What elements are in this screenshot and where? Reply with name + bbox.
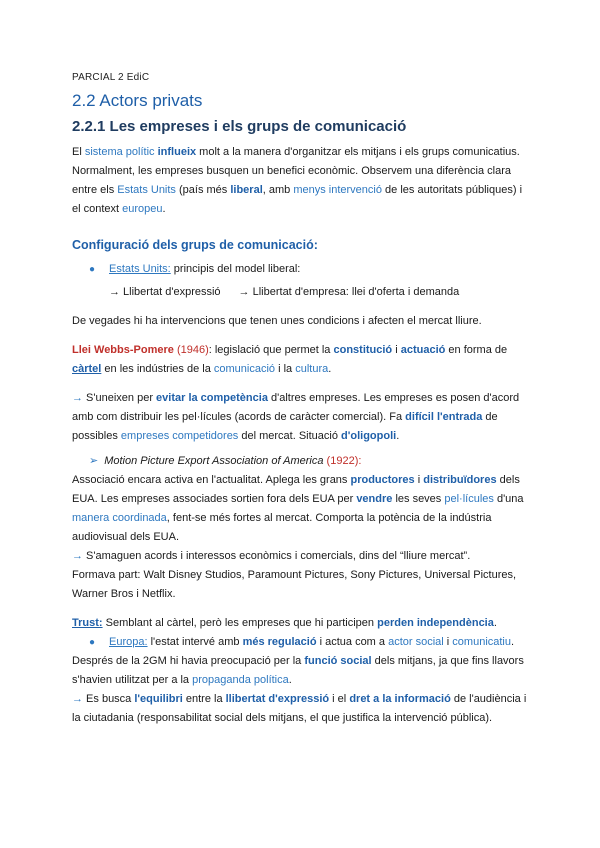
subsection-title: 2.2.1 Les empreses i els grups de comunicació bbox=[72, 118, 407, 135]
document-content bbox=[72, 72, 532, 728]
chevron-right-icon: ➢ bbox=[89, 455, 99, 467]
term-liberal: liberal bbox=[230, 184, 263, 196]
mpea-heading: ➢ Motion Picture Export Association of America (1922): bbox=[89, 455, 362, 467]
arrow-icon: → bbox=[72, 693, 83, 705]
term-estats-units: Estats Units: bbox=[109, 263, 171, 275]
formava-paragraph: Formava part: Walt Disney Studios, Paramount Pictures, Sony Pictures, Universal Pictures, Warner Bros i Netflix. bbox=[72, 569, 517, 600]
intro-paragraph: El sistema polític influeix molt a la manera d'organitzar els mitjans i els grups comunicatius. Normalment, les empreses busquen un benefici econòmic. Observem una diferència clara entre els Estats Units (país més liberal, amb menys intervenció de les autoritats públiques) i el context europeu. bbox=[72, 146, 523, 215]
arrow-line bbox=[72, 283, 532, 302]
equilibri-paragraph: → Es busca l'equilibri entre la llibertat d'expressió i el dret a la informació de l'audiència i la ciutadania (responsabilitat social dels mitjans, el que justifica la intervenció pública). bbox=[72, 693, 527, 724]
bullet-icon: ● bbox=[89, 637, 96, 648]
trust-paragraph: Trust: Semblant al càrtel, però les empreses que hi participen perden independència. bbox=[72, 617, 497, 629]
list-item: ● Estats Units: principis del model liberal: bbox=[72, 260, 532, 279]
config-heading: Configuració dels grups de comunicació: bbox=[72, 238, 318, 252]
config-list bbox=[72, 260, 532, 279]
bullet-icon: ● bbox=[89, 264, 96, 275]
mpea-name: Motion Picture Export Association of America bbox=[104, 455, 324, 467]
list-item: ● Europa: l'estat intervé amb més regulació i actua com a actor social i comunicatiu. bbox=[72, 633, 532, 652]
europa-list bbox=[72, 633, 532, 652]
term-sistema: sistema polític bbox=[84, 146, 155, 158]
webb-paragraph: Llei Webbs-Pomere (1946): legislació que permet la constitució i actuació en forma de càrtel en les indústries de la comunicació i la cultura. bbox=[72, 344, 508, 375]
arrow-icon: → bbox=[72, 550, 83, 562]
term-menys: menys intervenció bbox=[293, 184, 382, 196]
arrow-icon: → bbox=[72, 392, 83, 404]
law-name: Llei Webbs-Pomere bbox=[72, 344, 174, 356]
hide-paragraph: → S'amaguen acords i interessos econòmics i comercials, dins del “lliure mercat”. bbox=[72, 550, 471, 562]
arrow-item-2: → Llibertat d'empresa: llei d'oferta i demanda bbox=[238, 286, 460, 298]
europa-paragraph: Després de la 2GM hi havia preocupació per la funció social dels mitjans, ja que fins llavors s'havien utilitzat per a la propaganda política. bbox=[72, 655, 524, 686]
arrow-item-1: → Llibertat d'expressió bbox=[109, 286, 221, 298]
term-influeix: influeix bbox=[157, 146, 197, 158]
mpea-paragraph: Associació encara activa en l'actualitat. Aplega les grans productores i distribuïdores dels EUA. Les empreses associades sortien fora dels EUA per vendre les seves pel·lícules d'una manera coordinada, fent-se més fortes al mercat. Comporta la potència de la indústria audiovisual dels EUA. bbox=[72, 474, 524, 543]
section-title: 2.2 Actors privats bbox=[72, 91, 203, 110]
term-europa: Europa: bbox=[109, 636, 148, 648]
term-trust: Trust: bbox=[72, 617, 103, 629]
term-europeu: europeu bbox=[122, 203, 163, 215]
unite-paragraph: → S'uneixen per evitar la competència d'altres empreses. Les empreses es posen d'acord amb com distribuir les pel·lícules (acords de caràcter comercial). Fa difícil l'entrada de possibles empreses competidores del mercat. Situació d'oligopoli. bbox=[72, 392, 520, 442]
document-header: PARCIAL 2 EdiC bbox=[72, 72, 150, 83]
term-eua: Estats Units bbox=[117, 184, 176, 196]
note-paragraph: De vegades hi ha intervencions que tenen unes condicions i afecten el mercat lliure. bbox=[72, 315, 482, 327]
